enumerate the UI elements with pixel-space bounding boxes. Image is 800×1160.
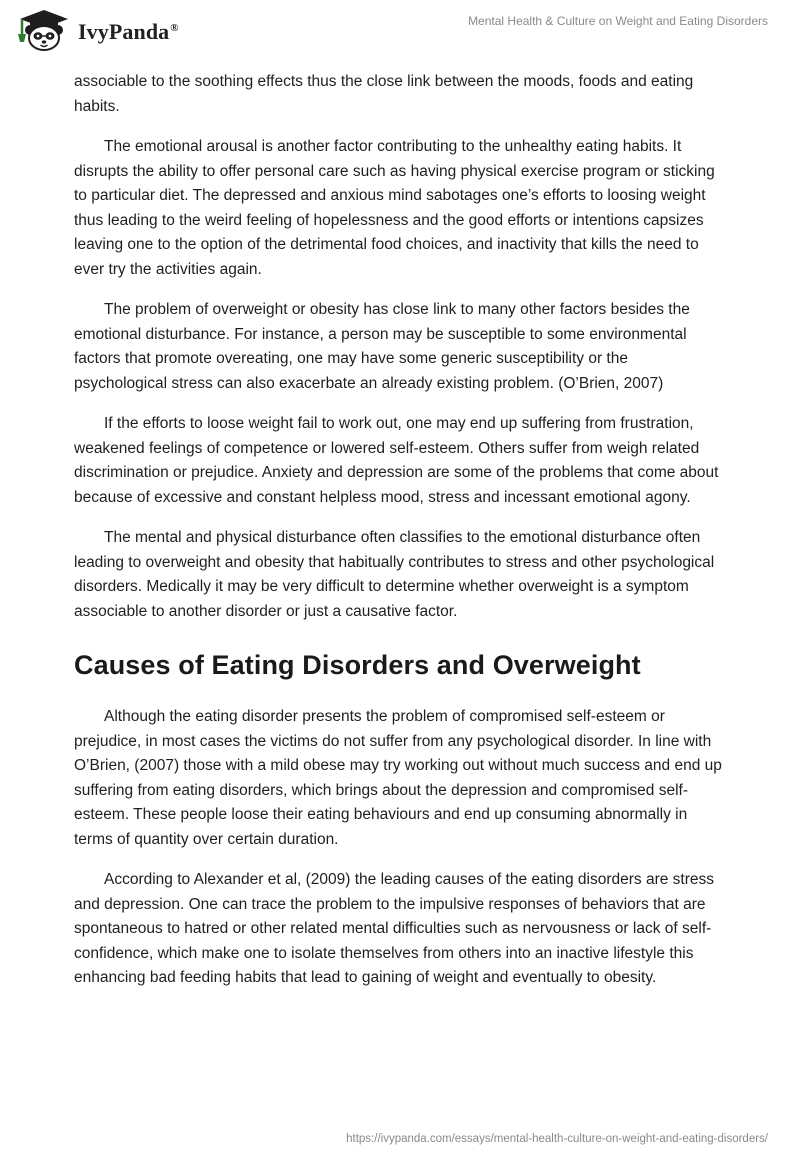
brand-name: IvyPanda® bbox=[78, 19, 179, 44]
section-heading: Causes of Eating Disorders and Overweight bbox=[74, 650, 641, 680]
brand-logo[interactable] bbox=[16, 8, 179, 52]
paragraph: The mental and physical disturbance often classifies to the emotional disturbance often leading to overweight and obesity that habitually contributes to stress and other psychological disorders. Medically it may be very difficult to determine whether overweight is a symptom associable to another disorder or just a causative factor. bbox=[74, 529, 715, 620]
paragraph: The problem of overweight or obesity has close link to many other factors besides the emotional disturbance. For instance, a person may be susceptible to some environmental factors that promote overeating, one may have some generic susceptibility or the psychological stress can also exacerbate an already existing problem. (O’Brien, 2007) bbox=[74, 301, 690, 392]
paragraph: If the efforts to loose weight fail to work out, one may end up suffering from frustration, weakened feelings of competence or lowered self-esteem. Others suffer from weigh related discrimination or prejudice. Anxiety and depression are some of the problems that come about because of excessive and constant helpless mood, stress and incessant emotional agony. bbox=[74, 415, 719, 506]
paragraph: According to Alexander et al, (2009) the leading causes of the eating disorders are stress and depression. One can trace the problem to the impulsive responses of behaviors that are spontaneous to hatred or other related mental difficulties such as nervousness or lack of self-confidence, which make one to isolate themselves from others into an inactive lifestyle this enhancing bad feeding habits that lead to gaining of weight and eventually to obesity. bbox=[74, 871, 715, 986]
paragraph: Although the eating disorder presents the problem of compromised self-esteem or prejudice, in most cases the victims do not suffer from any psychological disorder. In line with O’Brien, (2007) those with a mild obese may try working out without much success and end up suffering from eating disorders, which brings about the depression and compromised self-esteem. These people loose their eating behaviours and end up consuming abnormally in terms of quantity over certain duration. bbox=[74, 708, 722, 848]
paragraph: The emotional arousal is another factor contributing to the unhealthy eating habits. It disrupts the ability to offer personal care such as having physical exercise program or sticking to particular diet. The depressed and anxious mind sabotages one’s efforts to loosing weight thus leading to the weird feeling of hopelessness and the good efforts or intentions capsizes leaving one to the option of the detrimental food choices, and inactivity that kills the need to ever try the activities again. bbox=[74, 138, 715, 278]
document-title: Mental Health & Culture on Weight and Eating Disorders bbox=[468, 14, 768, 28]
page-header bbox=[0, 0, 800, 70]
article-body bbox=[74, 70, 724, 1007]
paragraph: associable to the soothing effects thus the close link between the moods, foods and eating habits. bbox=[74, 73, 694, 115]
panda-graduate-logo-icon bbox=[16, 8, 72, 52]
source-url[interactable]: https://ivypanda.com/essays/mental-health-culture-on-weight-and-eating-disorders/ bbox=[346, 1133, 768, 1145]
